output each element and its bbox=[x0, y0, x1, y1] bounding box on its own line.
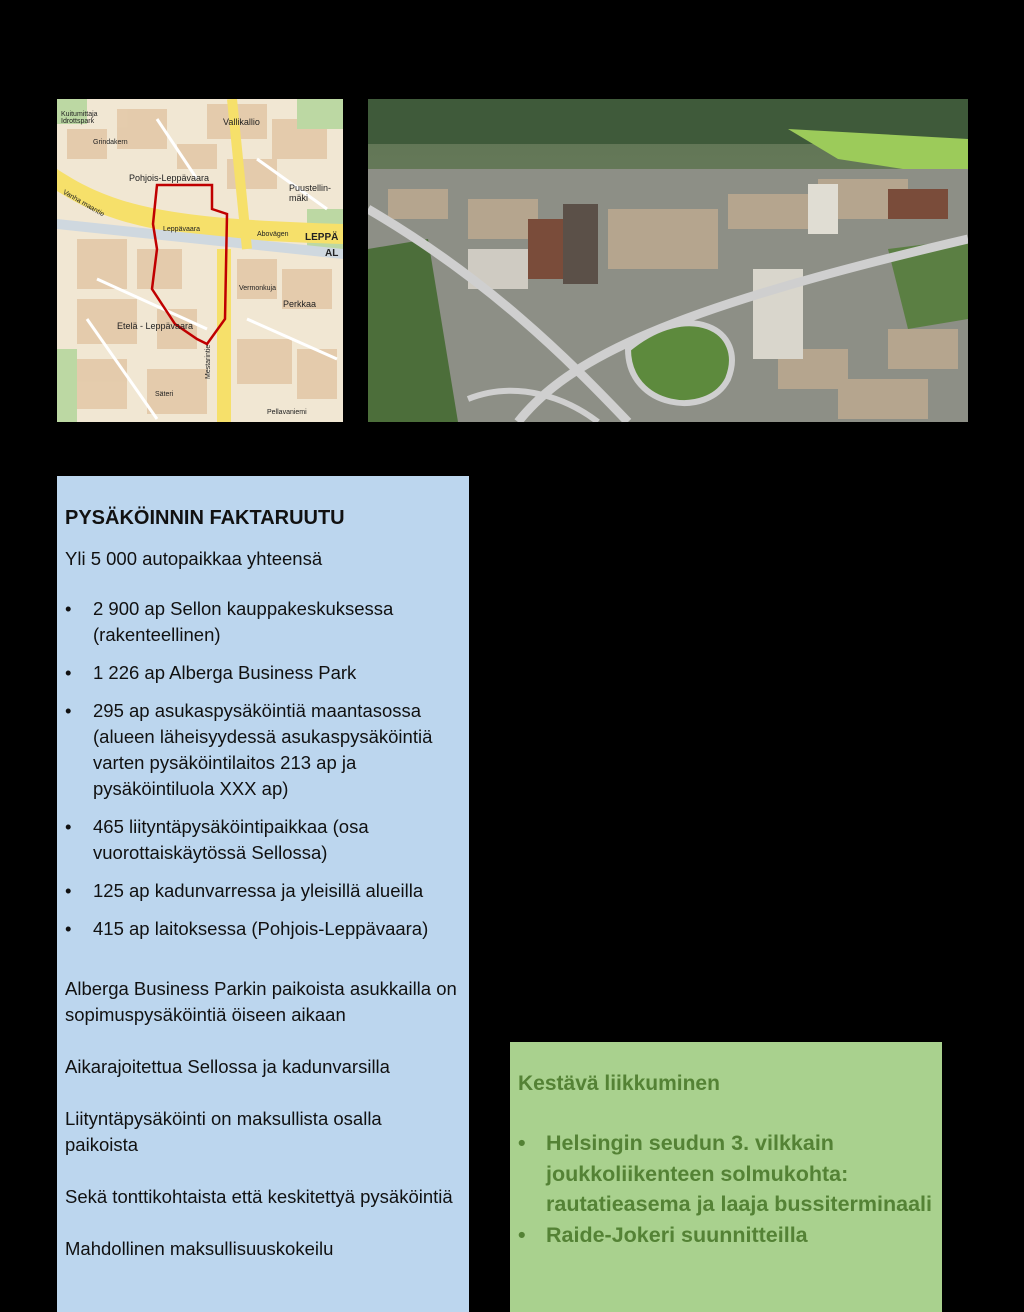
map-label: Vanha maantie bbox=[61, 189, 106, 219]
map-label: LEPPÄ bbox=[305, 232, 339, 243]
list-item: • 2 900 ap Sellon kauppakeskuksessa (rakenteellinen) bbox=[65, 596, 459, 648]
map-label: AL bbox=[325, 248, 339, 259]
greenbox-title: Kestävä liikkuminen bbox=[518, 1072, 720, 1095]
map-label: Puustellin- mäki bbox=[289, 183, 332, 203]
sustainable-mobility-box bbox=[510, 1042, 942, 1312]
factbox-paragraph: Liityntäpysäköinti on maksullista osalla paikoista bbox=[65, 1108, 382, 1155]
factbox-paragraph: Mahdollinen maksullisuuskokeilu bbox=[65, 1238, 334, 1259]
factbox-title: PYSÄKÖINNIN FAKTARUUTU bbox=[65, 507, 345, 529]
map-label: Grindakern bbox=[93, 139, 128, 146]
greenbox-list bbox=[518, 1128, 932, 1250]
aerial-photo-graphic bbox=[368, 99, 968, 422]
map-graphic bbox=[57, 99, 343, 422]
factbox-paragraph: Sekä tonttikohtaista että keskitettyä pysäköintiä bbox=[65, 1186, 453, 1207]
parking-fact-box bbox=[57, 476, 469, 1312]
map-label: Säteri bbox=[155, 391, 174, 398]
list-item: • 295 ap asukaspysäköintiä maantasossa (alueen läheisyydessä asukaspysäköintiä varten pysäköintilaitos 213 ap ja pysäköintiluola XXX ap) bbox=[65, 698, 459, 802]
factbox-lead: Yli 5 000 autopaikkaa yhteensä bbox=[65, 548, 323, 569]
map-label: Mestarintie bbox=[205, 344, 212, 379]
map-label: Vermonkuja bbox=[239, 285, 276, 292]
list-item: • 415 ap laitoksessa (Pohjois-Leppävaara) bbox=[65, 916, 459, 942]
factbox-paragraph: Aikarajoitettua Sellossa ja kadunvarsilla bbox=[65, 1056, 390, 1077]
map-label: Perkkaa bbox=[283, 299, 317, 309]
aerial-photo bbox=[368, 99, 968, 422]
list-item: • 1 226 ap Alberga Business Park bbox=[65, 660, 459, 686]
list-item: • Helsingin seudun 3. vilkkain joukkoliikenteen solmukohta: rautatieasema ja laaja bussiterminaali bbox=[518, 1128, 932, 1220]
map-label: Abovägen bbox=[257, 231, 289, 238]
area-map bbox=[57, 99, 343, 422]
factbox-paragraph: Alberga Business Parkin paikoista asukkailla on sopimuspysäköintiä öiseen aikaan bbox=[65, 978, 457, 1025]
map-label: Vallikallio bbox=[223, 117, 260, 127]
list-item: • Raide-Jokeri suunnitteilla bbox=[518, 1220, 932, 1251]
map-label: Pohjois-Leppävaara bbox=[129, 173, 210, 183]
map-label: Etelä - Leppävaara bbox=[117, 321, 194, 331]
map-label: Kuitumittaja Idrottspark bbox=[61, 111, 98, 125]
factbox-list bbox=[65, 596, 459, 942]
list-item: • 125 ap kadunvarressa ja yleisillä alueilla bbox=[65, 878, 459, 904]
map-label: Leppävaara bbox=[163, 226, 200, 233]
list-item: • 465 liityntäpysäköintipaikkaa (osa vuorottaiskäytössä Sellossa) bbox=[65, 814, 459, 866]
map-label: Pellavaniemi bbox=[267, 409, 307, 416]
